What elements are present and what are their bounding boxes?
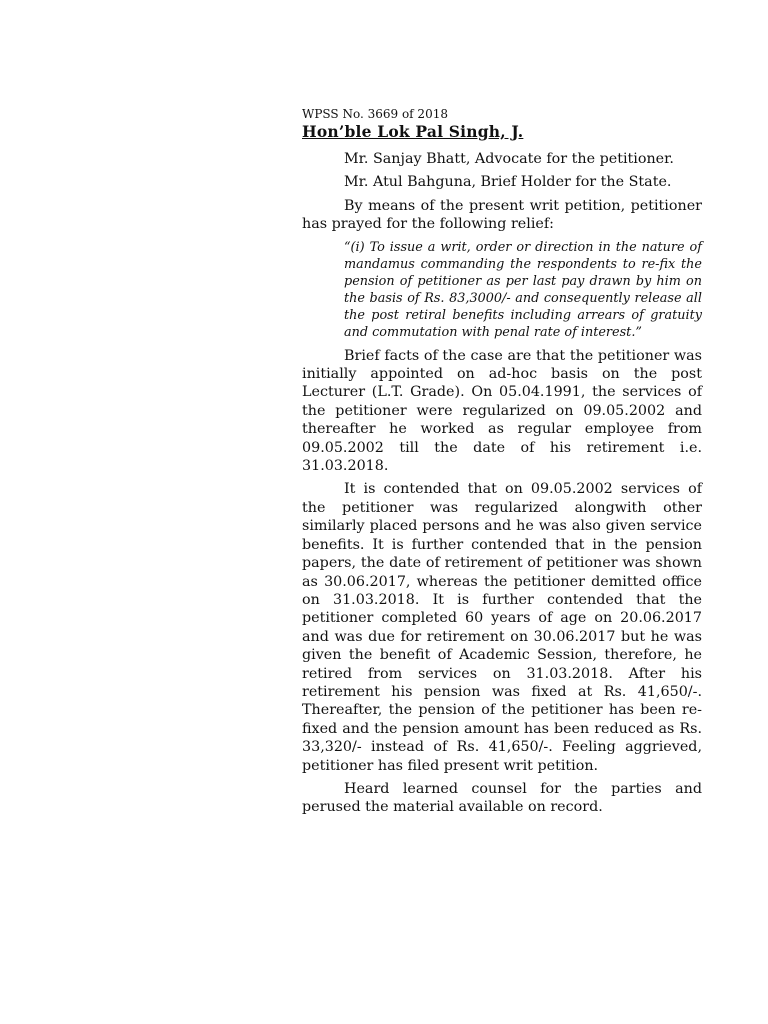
paragraph-contention: It is contended that on 09.05.2002 services of the petitioner was regularized alongwith other similarly placed persons and he was also given service benefits. It is further contended that in the pension papers, the date of retirement of petitioner was shown as 30.06.2017, whereas the petitioner demitted office on 31.03.2018. It is further contended that the petitioner completed 60 years of age on 20.06.2017 and was due for retirement on 30.06.2017 but he was given the benefit of Academic Session, therefore, he retired from services on 31.03.2018. After his retirement his pension was fixed at Rs. 41,650/-. Thereafter, the pension of the petitioner has been re-fixed and the pension amount has been reduced as Rs. 33,320/- instead of Rs. 41,650/-. Feeling aggrieved, petitioner has filed present writ petition. [302,481,702,774]
case-number: WPSS No. 3669 of 2018 [302,107,448,121]
paragraph-counsel-state: Mr. Atul Bahguna, Brief Holder for the State. [344,174,672,191]
judge-name: Hon’ble Lok Pal Singh, J. [302,122,524,141]
paragraph-counsel-petitioner: Mr. Sanjay Bhatt, Advocate for the petitioner. [344,151,674,167]
order-page [302,106,702,822]
paragraph-heard: Heard learned counsel for the parties and perused the material available on record. [302,780,702,816]
paragraph-prayer-intro: By means of the present writ petition, petitioner has prayed for the following relief: [302,197,702,233]
relief-quote: “(i) To issue a writ, order or direction in the nature of mandamus commanding the respondents to re-fix the pension of petitioner as per last pay drawn by him on the basis of Rs. 83,3000/- and consequently release all the post retiral benefits including arrears of gratuity and commutation with penal rate of interest.” [344,239,702,340]
paragraph-brief-facts: Brief facts of the case are that the petitioner was initially appointed on ad-hoc basis on the post Lecturer (L.T. Grade). On 05.04.1991, the services of the petitioner were regularized on 09.05.2002 and thereafter he worked as regular employee from 09.05.2002 till the date of his retirement i.e. 31.03.2018. [302,347,702,475]
